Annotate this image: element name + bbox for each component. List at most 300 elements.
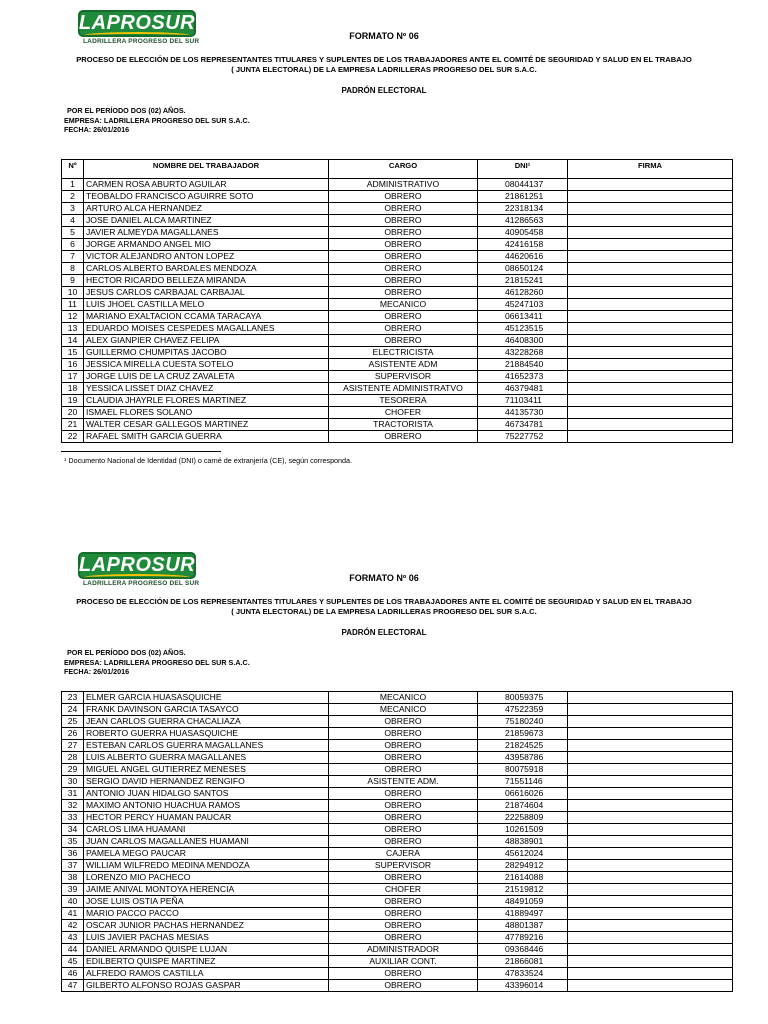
signature-cell bbox=[568, 944, 733, 956]
worker-dni: 71103411 bbox=[478, 395, 568, 407]
worker-name: ISMAEL FLORES SOLANO bbox=[84, 407, 329, 419]
row-number: 9 bbox=[62, 275, 84, 287]
worker-cargo: OBRERO bbox=[329, 275, 478, 287]
worker-name: JESUS CARLOS CARBAJAL CARBAJAL bbox=[84, 287, 329, 299]
table-row bbox=[62, 383, 733, 395]
worker-dni: 46128260 bbox=[478, 287, 568, 299]
worker-cargo: OBRERO bbox=[329, 836, 478, 848]
worker-name: JORGE LUIS DE LA CRUZ ZAVALETA bbox=[84, 371, 329, 383]
worker-cargo: CAJERA bbox=[329, 848, 478, 860]
signature-cell bbox=[568, 800, 733, 812]
table-row bbox=[62, 884, 733, 896]
row-number: 2 bbox=[62, 191, 84, 203]
worker-dni: 22318134 bbox=[478, 203, 568, 215]
signature-cell bbox=[568, 776, 733, 788]
worker-dni: 06616026 bbox=[478, 788, 568, 800]
row-number: 17 bbox=[62, 371, 84, 383]
worker-cargo: OBRERO bbox=[329, 323, 478, 335]
row-number: 35 bbox=[62, 836, 84, 848]
row-number: 33 bbox=[62, 812, 84, 824]
signature-cell bbox=[568, 884, 733, 896]
signature-cell bbox=[568, 812, 733, 824]
worker-cargo: OBRERO bbox=[329, 800, 478, 812]
worker-name: EDUARDO MOISES CESPEDES MAGALLANES bbox=[84, 323, 329, 335]
worker-name: JUAN CARLOS MAGALLANES HUAMANI bbox=[84, 836, 329, 848]
signature-cell bbox=[568, 407, 733, 419]
worker-dni: 22258809 bbox=[478, 812, 568, 824]
col-num-header: Nº bbox=[62, 160, 84, 179]
worker-dni: 40905458 bbox=[478, 227, 568, 239]
table-row bbox=[62, 275, 733, 287]
row-number: 32 bbox=[62, 800, 84, 812]
signature-cell bbox=[568, 788, 733, 800]
row-number: 26 bbox=[62, 728, 84, 740]
row-number: 41 bbox=[62, 908, 84, 920]
worker-name: PAMELA MEGO PAUCAR bbox=[84, 848, 329, 860]
signature-cell bbox=[568, 932, 733, 944]
signature-cell bbox=[568, 908, 733, 920]
empresa-text: EMPRESA: LADRILLERA PROGRESO DEL SUR S.A.C. bbox=[64, 657, 250, 667]
worker-cargo: OBRERO bbox=[329, 824, 478, 836]
signature-cell bbox=[568, 323, 733, 335]
signature-cell bbox=[568, 287, 733, 299]
row-number: 23 bbox=[62, 692, 84, 704]
table-row bbox=[62, 728, 733, 740]
worker-cargo: CHOFER bbox=[329, 407, 478, 419]
signature-cell bbox=[568, 920, 733, 932]
table-row bbox=[62, 872, 733, 884]
padron-table-2 bbox=[61, 691, 733, 992]
logo-brand: LAPROSUR bbox=[78, 554, 196, 576]
signature-cell bbox=[568, 752, 733, 764]
signature-cell bbox=[568, 836, 733, 848]
worker-dni: 21859673 bbox=[478, 728, 568, 740]
worker-dni: 48491059 bbox=[478, 896, 568, 908]
signature-cell bbox=[568, 275, 733, 287]
worker-dni: 48838901 bbox=[478, 836, 568, 848]
worker-name: GUILLERMO CHUMPITAS JACOBO bbox=[84, 347, 329, 359]
worker-cargo: OBRERO bbox=[329, 263, 478, 275]
row-number: 20 bbox=[62, 407, 84, 419]
col-cargo-header: CARGO bbox=[329, 160, 478, 179]
worker-cargo: OBRERO bbox=[329, 287, 478, 299]
signature-cell bbox=[568, 263, 733, 275]
col-firma-header: FIRMA bbox=[568, 160, 733, 179]
worker-cargo: MECANICO bbox=[329, 299, 478, 311]
worker-name: JEAN CARLOS GUERRA CHACALIAZA bbox=[84, 716, 329, 728]
signature-cell bbox=[568, 896, 733, 908]
worker-dni: 47522359 bbox=[478, 704, 568, 716]
worker-dni: 45612024 bbox=[478, 848, 568, 860]
footnote-divider bbox=[61, 451, 221, 452]
table-row bbox=[62, 299, 733, 311]
worker-name: ESTEBAN CARLOS GUERRA MAGALLANES bbox=[84, 740, 329, 752]
worker-cargo: OBRERO bbox=[329, 980, 478, 992]
signature-cell bbox=[568, 848, 733, 860]
row-number: 13 bbox=[62, 323, 84, 335]
worker-dni: 21519812 bbox=[478, 884, 568, 896]
table-header-row bbox=[62, 160, 733, 179]
signature-cell bbox=[568, 824, 733, 836]
fecha-text: FECHA: 26/01/2016 bbox=[64, 125, 130, 134]
worker-cargo: AUXILIAR CONT. bbox=[329, 956, 478, 968]
row-number: 30 bbox=[62, 776, 84, 788]
proceso-line-1: PROCESO DE ELECCIÓN DE LOS REPRESENTANTES TITULARES Y SUPLENTES DE LOS TRABAJADORES ANTE EL COMITÉ DE SEGURIDAD Y SALUD EN EL TRABAJO bbox=[76, 55, 692, 64]
worker-name: GILBERTO ALFONSO ROJAS GASPAR bbox=[84, 980, 329, 992]
worker-dni: 21614088 bbox=[478, 872, 568, 884]
row-number: 29 bbox=[62, 764, 84, 776]
worker-cargo: MECANICO bbox=[329, 692, 478, 704]
table-row bbox=[62, 251, 733, 263]
row-number: 4 bbox=[62, 215, 84, 227]
worker-name: YESSICA LISSET DIAZ CHAVEZ bbox=[84, 383, 329, 395]
worker-name: CARLOS LIMA HUAMANI bbox=[84, 824, 329, 836]
table-body-1 bbox=[62, 179, 733, 443]
table-row bbox=[62, 431, 733, 443]
row-number: 44 bbox=[62, 944, 84, 956]
worker-dni: 75180240 bbox=[478, 716, 568, 728]
row-number: 43 bbox=[62, 932, 84, 944]
col-dni-header: DNI¹ bbox=[478, 160, 568, 179]
worker-dni: 80059375 bbox=[478, 692, 568, 704]
signature-cell bbox=[568, 383, 733, 395]
worker-dni: 06613411 bbox=[478, 311, 568, 323]
worker-name: LORENZO MIO PACHECO bbox=[84, 872, 329, 884]
worker-dni: 46734781 bbox=[478, 419, 568, 431]
worker-cargo: ASISTENTE ADMINISTRATVO bbox=[329, 383, 478, 395]
table-row bbox=[62, 179, 733, 191]
padron-heading: PADRÓN ELECTORAL bbox=[341, 86, 427, 95]
signature-cell bbox=[568, 968, 733, 980]
row-number: 27 bbox=[62, 740, 84, 752]
worker-name: ELMER GARCIA HUASASQUICHE bbox=[84, 692, 329, 704]
padron-table-1 bbox=[61, 159, 733, 443]
worker-dni: 46379481 bbox=[478, 383, 568, 395]
signature-cell bbox=[568, 311, 733, 323]
row-number: 14 bbox=[62, 335, 84, 347]
row-number: 18 bbox=[62, 383, 84, 395]
row-number: 39 bbox=[62, 884, 84, 896]
worker-dni: 41889497 bbox=[478, 908, 568, 920]
worker-dni: 44620616 bbox=[478, 251, 568, 263]
signature-cell bbox=[568, 215, 733, 227]
row-number: 37 bbox=[62, 860, 84, 872]
table-row bbox=[62, 956, 733, 968]
worker-cargo: OBRERO bbox=[329, 788, 478, 800]
signature-cell bbox=[568, 179, 733, 191]
signature-cell bbox=[568, 359, 733, 371]
worker-cargo: OBRERO bbox=[329, 191, 478, 203]
worker-dni: 47789216 bbox=[478, 932, 568, 944]
row-number: 40 bbox=[62, 896, 84, 908]
row-number: 7 bbox=[62, 251, 84, 263]
worker-dni: 21861251 bbox=[478, 191, 568, 203]
worker-name: MAXIMO ANTONIO HUACHUA RAMOS bbox=[84, 800, 329, 812]
worker-name: ROBERTO GUERRA HUASASQUICHE bbox=[84, 728, 329, 740]
worker-dni: 09368446 bbox=[478, 944, 568, 956]
worker-name: WILLIAM WILFREDO MEDINA MENDOZA bbox=[84, 860, 329, 872]
worker-name: LUIS JAVIER PACHAS MESIAS bbox=[84, 932, 329, 944]
worker-dni: 08650124 bbox=[478, 263, 568, 275]
worker-dni: 44135730 bbox=[478, 407, 568, 419]
signature-cell bbox=[568, 191, 733, 203]
signature-cell bbox=[568, 956, 733, 968]
table-row bbox=[62, 191, 733, 203]
row-number: 12 bbox=[62, 311, 84, 323]
signature-cell bbox=[568, 716, 733, 728]
worker-cargo: OBRERO bbox=[329, 968, 478, 980]
table-row bbox=[62, 716, 733, 728]
worker-name: DANIEL ARMANDO QUISPE LUJAN bbox=[84, 944, 329, 956]
worker-cargo: TESORERA bbox=[329, 395, 478, 407]
table-row bbox=[62, 311, 733, 323]
row-number: 5 bbox=[62, 227, 84, 239]
table-row bbox=[62, 263, 733, 275]
worker-cargo: OBRERO bbox=[329, 335, 478, 347]
worker-dni: 41652373 bbox=[478, 371, 568, 383]
worker-cargo: ASISTENTE ADM bbox=[329, 359, 478, 371]
table-row bbox=[62, 203, 733, 215]
row-number: 6 bbox=[62, 239, 84, 251]
signature-cell bbox=[568, 335, 733, 347]
worker-dni: 41286563 bbox=[478, 215, 568, 227]
worker-dni: 75227752 bbox=[478, 431, 568, 443]
signature-cell bbox=[568, 740, 733, 752]
table-row bbox=[62, 227, 733, 239]
table-row bbox=[62, 215, 733, 227]
worker-cargo: OBRERO bbox=[329, 227, 478, 239]
worker-dni: 43958786 bbox=[478, 752, 568, 764]
table-row bbox=[62, 800, 733, 812]
worker-name: EDILBERTO QUISPE MARTINEZ bbox=[84, 956, 329, 968]
worker-name: SERGIO DAVID HERNANDEZ RENGIFO bbox=[84, 776, 329, 788]
table-row bbox=[62, 920, 733, 932]
worker-dni: 42416158 bbox=[478, 239, 568, 251]
worker-name: TEOBALDO FRANCISCO AGUIRRE SOTO bbox=[84, 191, 329, 203]
worker-name: JOSE DANIEL ALCA MARTINEZ bbox=[84, 215, 329, 227]
signature-cell bbox=[568, 431, 733, 443]
row-number: 25 bbox=[62, 716, 84, 728]
worker-dni: 28294912 bbox=[478, 860, 568, 872]
table-row bbox=[62, 848, 733, 860]
worker-cargo: OBRERO bbox=[329, 728, 478, 740]
signature-cell bbox=[568, 371, 733, 383]
table-row bbox=[62, 347, 733, 359]
formato-title: FORMATO Nº 06 bbox=[349, 31, 419, 41]
worker-name: ANTONIO JUAN HIDALGO SANTOS bbox=[84, 788, 329, 800]
row-number: 46 bbox=[62, 968, 84, 980]
row-number: 3 bbox=[62, 203, 84, 215]
logo-tagline: LADRILLERA PROGRESO DEL SUR bbox=[83, 38, 200, 45]
signature-cell bbox=[568, 251, 733, 263]
worker-name: JESSICA MIRELLA CUESTA SOTELO bbox=[84, 359, 329, 371]
table-row bbox=[62, 824, 733, 836]
worker-name: OSCAR JUNIOR PACHAS HERNANDEZ bbox=[84, 920, 329, 932]
worker-name: ARTURO ALCA HERNANDEZ bbox=[84, 203, 329, 215]
table-body-2 bbox=[62, 692, 733, 992]
worker-name: RAFAEL SMITH GARCIA GUERRA bbox=[84, 431, 329, 443]
periodo-text: POR EL PERÍODO DOS (02) AÑOS. bbox=[67, 106, 186, 115]
worker-name: ALFREDO RAMOS CASTILLA bbox=[84, 968, 329, 980]
worker-dni: 71551146 bbox=[478, 776, 568, 788]
worker-cargo: OBRERO bbox=[329, 311, 478, 323]
worker-name: ALEX GIANPIER CHAVEZ FELIPA bbox=[84, 335, 329, 347]
proceso-line-2: ( JUNTA ELECTORAL) DE LA EMPRESA LADRILLERAS PROGRESO DEL SUR S.A.C. bbox=[231, 65, 537, 74]
row-number: 24 bbox=[62, 704, 84, 716]
worker-cargo: OBRERO bbox=[329, 896, 478, 908]
table-row bbox=[62, 239, 733, 251]
worker-name: JAVIER ALMEYDA MAGALLANES bbox=[84, 227, 329, 239]
worker-cargo: ASISTENTE ADM. bbox=[329, 776, 478, 788]
formato-title: FORMATO Nº 06 bbox=[349, 573, 419, 583]
worker-cargo: ADMINISTRATIVO bbox=[329, 179, 478, 191]
proceso-line-1: PROCESO DE ELECCIÓN DE LOS REPRESENTANTES TITULARES Y SUPLENTES DE LOS TRABAJADORES ANTE EL COMITÉ DE SEGURIDAD Y SALUD EN EL TRABAJO bbox=[76, 597, 692, 606]
worker-name: CLAUDIA JHAYRLE FLORES MARTINEZ bbox=[84, 395, 329, 407]
worker-name: CARLOS ALBERTO BARDALES MENDOZA bbox=[84, 263, 329, 275]
table-row bbox=[62, 968, 733, 980]
table-row bbox=[62, 776, 733, 788]
table-row bbox=[62, 944, 733, 956]
row-number: 34 bbox=[62, 824, 84, 836]
worker-cargo: OBRERO bbox=[329, 812, 478, 824]
worker-cargo: OBRERO bbox=[329, 872, 478, 884]
signature-cell bbox=[568, 299, 733, 311]
table-row bbox=[62, 323, 733, 335]
worker-cargo: OBRERO bbox=[329, 752, 478, 764]
table-row bbox=[62, 980, 733, 992]
worker-dni: 43228268 bbox=[478, 347, 568, 359]
worker-cargo: OBRERO bbox=[329, 908, 478, 920]
worker-cargo: OBRERO bbox=[329, 764, 478, 776]
worker-dni: 10261509 bbox=[478, 824, 568, 836]
table-row bbox=[62, 932, 733, 944]
row-number: 47 bbox=[62, 980, 84, 992]
table-row bbox=[62, 752, 733, 764]
row-number: 22 bbox=[62, 431, 84, 443]
signature-cell bbox=[568, 227, 733, 239]
fecha-text: FECHA: 26/01/2016 bbox=[64, 667, 130, 676]
signature-cell bbox=[568, 704, 733, 716]
signature-cell bbox=[568, 692, 733, 704]
table-row bbox=[62, 407, 733, 419]
worker-dni: 21824525 bbox=[478, 740, 568, 752]
worker-dni: 08044137 bbox=[478, 179, 568, 191]
worker-cargo: OBRERO bbox=[329, 203, 478, 215]
worker-cargo: SUPERVISOR bbox=[329, 860, 478, 872]
worker-cargo: MECANICO bbox=[329, 704, 478, 716]
worker-cargo: ELECTRICISTA bbox=[329, 347, 478, 359]
worker-name: MARIANO EXALTACION CCAMA TARACAYA bbox=[84, 311, 329, 323]
worker-cargo: OBRERO bbox=[329, 239, 478, 251]
worker-dni: 45123515 bbox=[478, 323, 568, 335]
proceso-title bbox=[0, 55, 768, 75]
signature-cell bbox=[568, 395, 733, 407]
worker-name: LUIS ALBERTO GUERRA MAGALLANES bbox=[84, 752, 329, 764]
worker-name: JORGE ARMANDO ANGEL MIO bbox=[84, 239, 329, 251]
worker-name: JOSE LUIS OSTIA PEÑA bbox=[84, 896, 329, 908]
row-number: 1 bbox=[62, 179, 84, 191]
signature-cell bbox=[568, 419, 733, 431]
document-meta bbox=[64, 648, 250, 677]
logo-brand: LAPROSUR bbox=[78, 12, 196, 34]
worker-cargo: OBRERO bbox=[329, 251, 478, 263]
table-row bbox=[62, 740, 733, 752]
table-row bbox=[62, 395, 733, 407]
worker-dni: 21884540 bbox=[478, 359, 568, 371]
worker-dni: 45247103 bbox=[478, 299, 568, 311]
row-number: 16 bbox=[62, 359, 84, 371]
row-number: 45 bbox=[62, 956, 84, 968]
row-number: 19 bbox=[62, 395, 84, 407]
worker-name: HECTOR PERCY HUAMAN PAUCAR bbox=[84, 812, 329, 824]
table-row bbox=[62, 788, 733, 800]
signature-cell bbox=[568, 347, 733, 359]
table-row bbox=[62, 836, 733, 848]
row-number: 36 bbox=[62, 848, 84, 860]
table-row bbox=[62, 704, 733, 716]
signature-cell bbox=[568, 872, 733, 884]
proceso-line-2: ( JUNTA ELECTORAL) DE LA EMPRESA LADRILLERAS PROGRESO DEL SUR S.A.C. bbox=[231, 607, 537, 616]
row-number: 8 bbox=[62, 263, 84, 275]
table-row bbox=[62, 896, 733, 908]
table-row bbox=[62, 860, 733, 872]
worker-dni: 21874604 bbox=[478, 800, 568, 812]
worker-cargo: CHOFER bbox=[329, 884, 478, 896]
proceso-title bbox=[0, 597, 768, 617]
worker-cargo: OBRERO bbox=[329, 215, 478, 227]
worker-name: JAIME ANIVAL MONTOYA HERENCIA bbox=[84, 884, 329, 896]
signature-cell bbox=[568, 980, 733, 992]
table-row bbox=[62, 371, 733, 383]
worker-dni: 80075918 bbox=[478, 764, 568, 776]
worker-cargo: OBRERO bbox=[329, 740, 478, 752]
document-meta bbox=[64, 106, 250, 135]
row-number: 28 bbox=[62, 752, 84, 764]
signature-cell bbox=[568, 203, 733, 215]
empresa-text: EMPRESA: LADRILLERA PROGRESO DEL SUR S.A.C. bbox=[64, 115, 250, 125]
row-number: 11 bbox=[62, 299, 84, 311]
worker-cargo: TRACTORISTA bbox=[329, 419, 478, 431]
row-number: 15 bbox=[62, 347, 84, 359]
worker-dni: 47833524 bbox=[478, 968, 568, 980]
worker-dni: 46408300 bbox=[478, 335, 568, 347]
row-number: 42 bbox=[62, 920, 84, 932]
worker-dni: 21815241 bbox=[478, 275, 568, 287]
worker-cargo: ADMINISTRADOR bbox=[329, 944, 478, 956]
table-row bbox=[62, 359, 733, 371]
row-number: 31 bbox=[62, 788, 84, 800]
table-row bbox=[62, 419, 733, 431]
periodo-text: POR EL PERÍODO DOS (02) AÑOS. bbox=[67, 648, 186, 657]
table-row bbox=[62, 764, 733, 776]
worker-name: MIGUEL ANGEL GUTIERREZ MENESES bbox=[84, 764, 329, 776]
worker-cargo: OBRERO bbox=[329, 920, 478, 932]
col-name-header: NOMBRE DEL TRABAJADOR bbox=[84, 160, 329, 179]
logo-tagline: LADRILLERA PROGRESO DEL SUR bbox=[83, 580, 200, 587]
table-row bbox=[62, 692, 733, 704]
worker-dni: 48801387 bbox=[478, 920, 568, 932]
signature-cell bbox=[568, 728, 733, 740]
worker-name: HECTOR RICARDO BELLEZA MIRANDA bbox=[84, 275, 329, 287]
worker-name: FRANK DAVINSON GARCIA TASAYCO bbox=[84, 704, 329, 716]
signature-cell bbox=[568, 860, 733, 872]
footnote-text: ¹ Documento Nacional de Identidad (DNI) o carné de extranjería (CE), según corresponda. bbox=[64, 456, 353, 465]
worker-dni: 21866081 bbox=[478, 956, 568, 968]
row-number: 10 bbox=[62, 287, 84, 299]
table-row bbox=[62, 908, 733, 920]
signature-cell bbox=[568, 239, 733, 251]
worker-name: WALTER CESAR GALLEGOS MARTINEZ bbox=[84, 419, 329, 431]
